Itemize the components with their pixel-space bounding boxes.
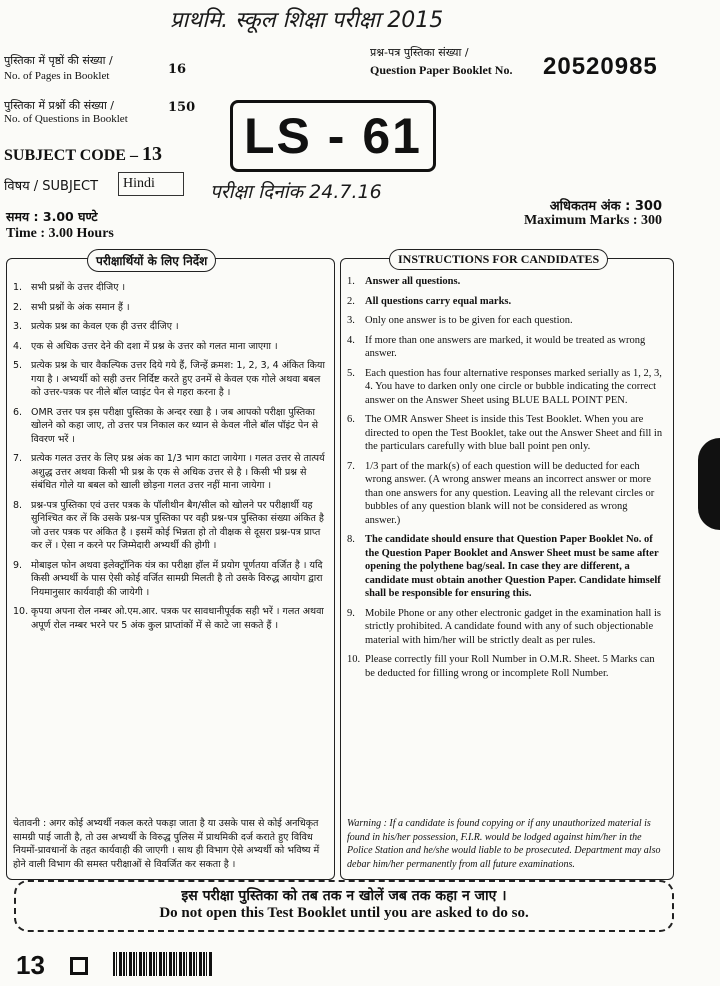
do-not-open-notice xyxy=(14,880,674,932)
pages-value: 16 xyxy=(168,62,187,77)
list-item: 7. 1/3 part of the mark(s) of each question will be deducted for each wrong answer. (A wrong answer means an incorrect answer or more than one answers for any question. Leaving all the relevant circles or bubbles of any question blank will not be considered as wrong answer.) xyxy=(347,460,655,526)
notice-en: Do not open this Test Booklet until you are asked to do so. xyxy=(159,905,529,921)
list-item: 9. Mobile Phone or any other electronic gadget in the examination hall is strictly prohibited. A candidate found with any of such objectionable material with him/her will be strictly dealt as per rules. xyxy=(347,607,661,646)
exam-date: परीक्षा दिनांक 24.7.16 xyxy=(210,181,382,203)
page-code: 13 xyxy=(16,950,45,980)
side-tab-marker xyxy=(698,438,720,530)
time-hi: समय : 3.00 घण्टे xyxy=(6,209,98,224)
list-item: 8. प्रश्न-पत्र पुस्तिका एवं उत्तर पत्रक के पॉलीथीन बैग/सील को खोलने पर परीक्षार्थी यह सुनिश्चित कर लें कि उसके प्रश्न-पत्र पुस्तिका पर वही प्रश्न-पत्र पुस्तिका संख्या अंकित है जो उत्तर पत्रक पर अंकित है । इसमें कोई भिन्नता हो तो वीक्षक से दूसरा प्रश्न-पत्र प्राप्त कर लें । ऐसा न करने पर जिम्मेदारी अभ्यर्थी की होगी । xyxy=(13,499,324,551)
pages-label-en: No. of Pages in Booklet xyxy=(4,70,110,82)
list-item: 10. Please correctly fill your Roll Number in O.M.R. Sheet. 5 Marks can be deducted for filling wrong or incomplete Roll Number. xyxy=(347,654,655,679)
subject-code-value: 13 xyxy=(141,143,162,165)
hindi-instructions-panel xyxy=(6,254,335,880)
hindi-panel-heading: परीक्षार्थियों के लिए निर्देश xyxy=(87,249,216,272)
subject-value: Hindi xyxy=(118,172,184,196)
list-item: 6. The OMR Answer Sheet is inside this Test Booklet. When you are directed to open the Test Booklet, take out the Answer Sheet and fill in the particulars carefully with blue ball point pen only. xyxy=(347,414,663,452)
handwritten-title: प्राथमि. स्कूल शिक्षा परीक्षा 2015 xyxy=(170,8,444,33)
list-item: 5. प्रत्येक प्रश्न के चार वैकल्पिक उत्तर दिये गये हैं, जिन्हें क्रमश: 1, 2, 3, 4 अंकित किया गया है । अभ्यर्थी को सही उत्तर निर्दिष्ट करते हुए उनमें से केवल एक गोले अथवा बबल को उत्तर-पत्रक पर नीले बॉल प्वाइंट पेन से गहरा करना है । xyxy=(13,360,325,398)
list-item: 1. सभी प्रश्नों के उत्तर दीजिए । xyxy=(13,282,126,293)
hindi-instruction-list xyxy=(13,281,328,638)
list-item: 4. If more than one answers are marked, it would be treated as wrong answer. xyxy=(347,334,646,359)
booklet-label-hi: प्रश्न-पत्र पुस्तिका संख्या / xyxy=(370,46,469,59)
english-warning: Warning : If a candidate is found copying or if any unauthorized material is found in his/her possession, F.I.R. would be lodged against him/her in the Police Station and he/she would liable to be prosecuted. Department may also debar him/her permanently from all future examinations. xyxy=(347,818,661,870)
hindi-warning: चेतावनी : अगर कोई अभ्यर्थी नकल करते पकड़ा जाता है या उसके पास से कोई अनधिकृत सामग्री पाई जाती है, तो उस अभ्यर्थी के विरुद्ध पुलिस में प्राथमिकी दर्ज कराते हुए विविध नियमों-प्रावधानों के तहत कार्यवाही की जाएगी । साथ ही विभाग ऐसे अभ्यर्थी को भविष्य में होने वाली विभाग की समस्त परीक्षाओं से विवर्जित कर सकता है । xyxy=(13,818,320,870)
square-icon xyxy=(70,957,88,975)
list-item: 5. Each question has four alternative responses marked serially as 1, 2, 3, 4. You have to darken only one circle or bubble indicating the correct answer on the Answer Sheet using BLUE BALL POINT PEN. xyxy=(347,367,662,406)
time-en: Time : 3.00 Hours xyxy=(6,226,114,241)
list-item: 6. OMR उत्तर पत्र इस परीक्षा पुस्तिका के अन्दर रखा है । जब आपको परीक्षा पुस्तिका खोलने को कहा जाए, तो उत्तर पत्र निकाल कर ध्यान से केवल नीले बॉल पॉइंट पेन से विवरण भरें । xyxy=(13,406,319,445)
english-instruction-list xyxy=(347,275,665,686)
list-item: 1. Answer all questions. xyxy=(347,276,461,287)
subject-label: विषय / SUBJECT xyxy=(4,179,99,194)
paper-code-box: LS - 61 xyxy=(230,100,436,172)
list-item: 3. Only one answer is to be given for each question. xyxy=(347,315,573,326)
english-instructions-panel xyxy=(340,252,674,880)
list-item: 3. प्रत्येक प्रश्न का केवल एक ही उत्तर दीजिए । xyxy=(13,321,179,332)
booklet-number: 20520985 xyxy=(543,53,658,80)
booklet-label-en: Question Paper Booklet No. xyxy=(370,63,513,77)
english-panel-heading: INSTRUCTIONS FOR CANDIDATES xyxy=(389,249,608,270)
notice-hi: इस परीक्षा पुस्तिका को तब तक न खोलें जब तक कहा न जाए । xyxy=(181,888,507,904)
questions-label-en: No. of Questions in Booklet xyxy=(4,113,128,125)
max-marks-hi: अधिकतम अंक : 300 xyxy=(549,199,662,214)
questions-value: 150 xyxy=(168,100,196,115)
list-item: 2. सभी प्रश्नों के अंक समान हैं । xyxy=(13,301,130,313)
questions-label-hi: पुस्तिका में प्रश्नों की संख्या / xyxy=(4,99,114,112)
list-item: 2. All questions carry equal marks. xyxy=(347,295,512,307)
pages-label-hi: पुस्तिका में पृष्ठों की संख्या / xyxy=(4,54,113,67)
list-item: 8. The candidate should ensure that Question Paper Booklet No. of the Question Paper Booklet and Answer Sheet must be same after opening the polythene bag/seal. In case they are different, a candidate must obtain another Question Paper. Candidate himself shall be responsible for ensuring this. xyxy=(347,534,661,599)
list-item: 9. मोबाइल फोन अथवा इलेक्ट्रॉनिक यंत्र का परीक्षा हॉल में प्रयोग पूर्णतया वर्जित है । यदि किसी अभ्यर्थी के पास ऐसी कोई वर्जित सामग्री मिलती है तो उसके विरुद्ध आयोग द्वारा नियमानुसार कार्यवाही की जायेगी । xyxy=(13,559,323,598)
subject-code-label: SUBJECT CODE – xyxy=(4,147,138,164)
list-item: 10. कृपया अपना रोल नम्बर ओ.एम.आर. पत्रक पर सावधानीपूर्वक सही भरें । गलत अथवा अपूर्ण रोल नम्बर भरने पर 5 अंक कुल प्राप्तांकों में से काटे जा सकते हैं । xyxy=(13,606,324,631)
list-item: 7. प्रत्येक गलत उत्तर के लिए प्रश्न अंक का 1/3 भाग काटा जायेगा । गलत उत्तर से तात्पर्य अशुद्ध उत्तर अथवा किसी भी प्रश्न के एक से अधिक उत्तर से है । किसी भी प्रश्न से संबंधित गोले या बबल को खाली छोड़ना गलत उत्तर नहीं माना जायेगा । xyxy=(13,453,325,491)
list-item: 4. एक से अधिक उत्तर देने की दशा में प्रश्न के उत्तर को गलत माना जाएगा । xyxy=(13,340,278,352)
barcode xyxy=(113,952,213,976)
max-marks-en: Maximum Marks : 300 xyxy=(523,213,662,228)
